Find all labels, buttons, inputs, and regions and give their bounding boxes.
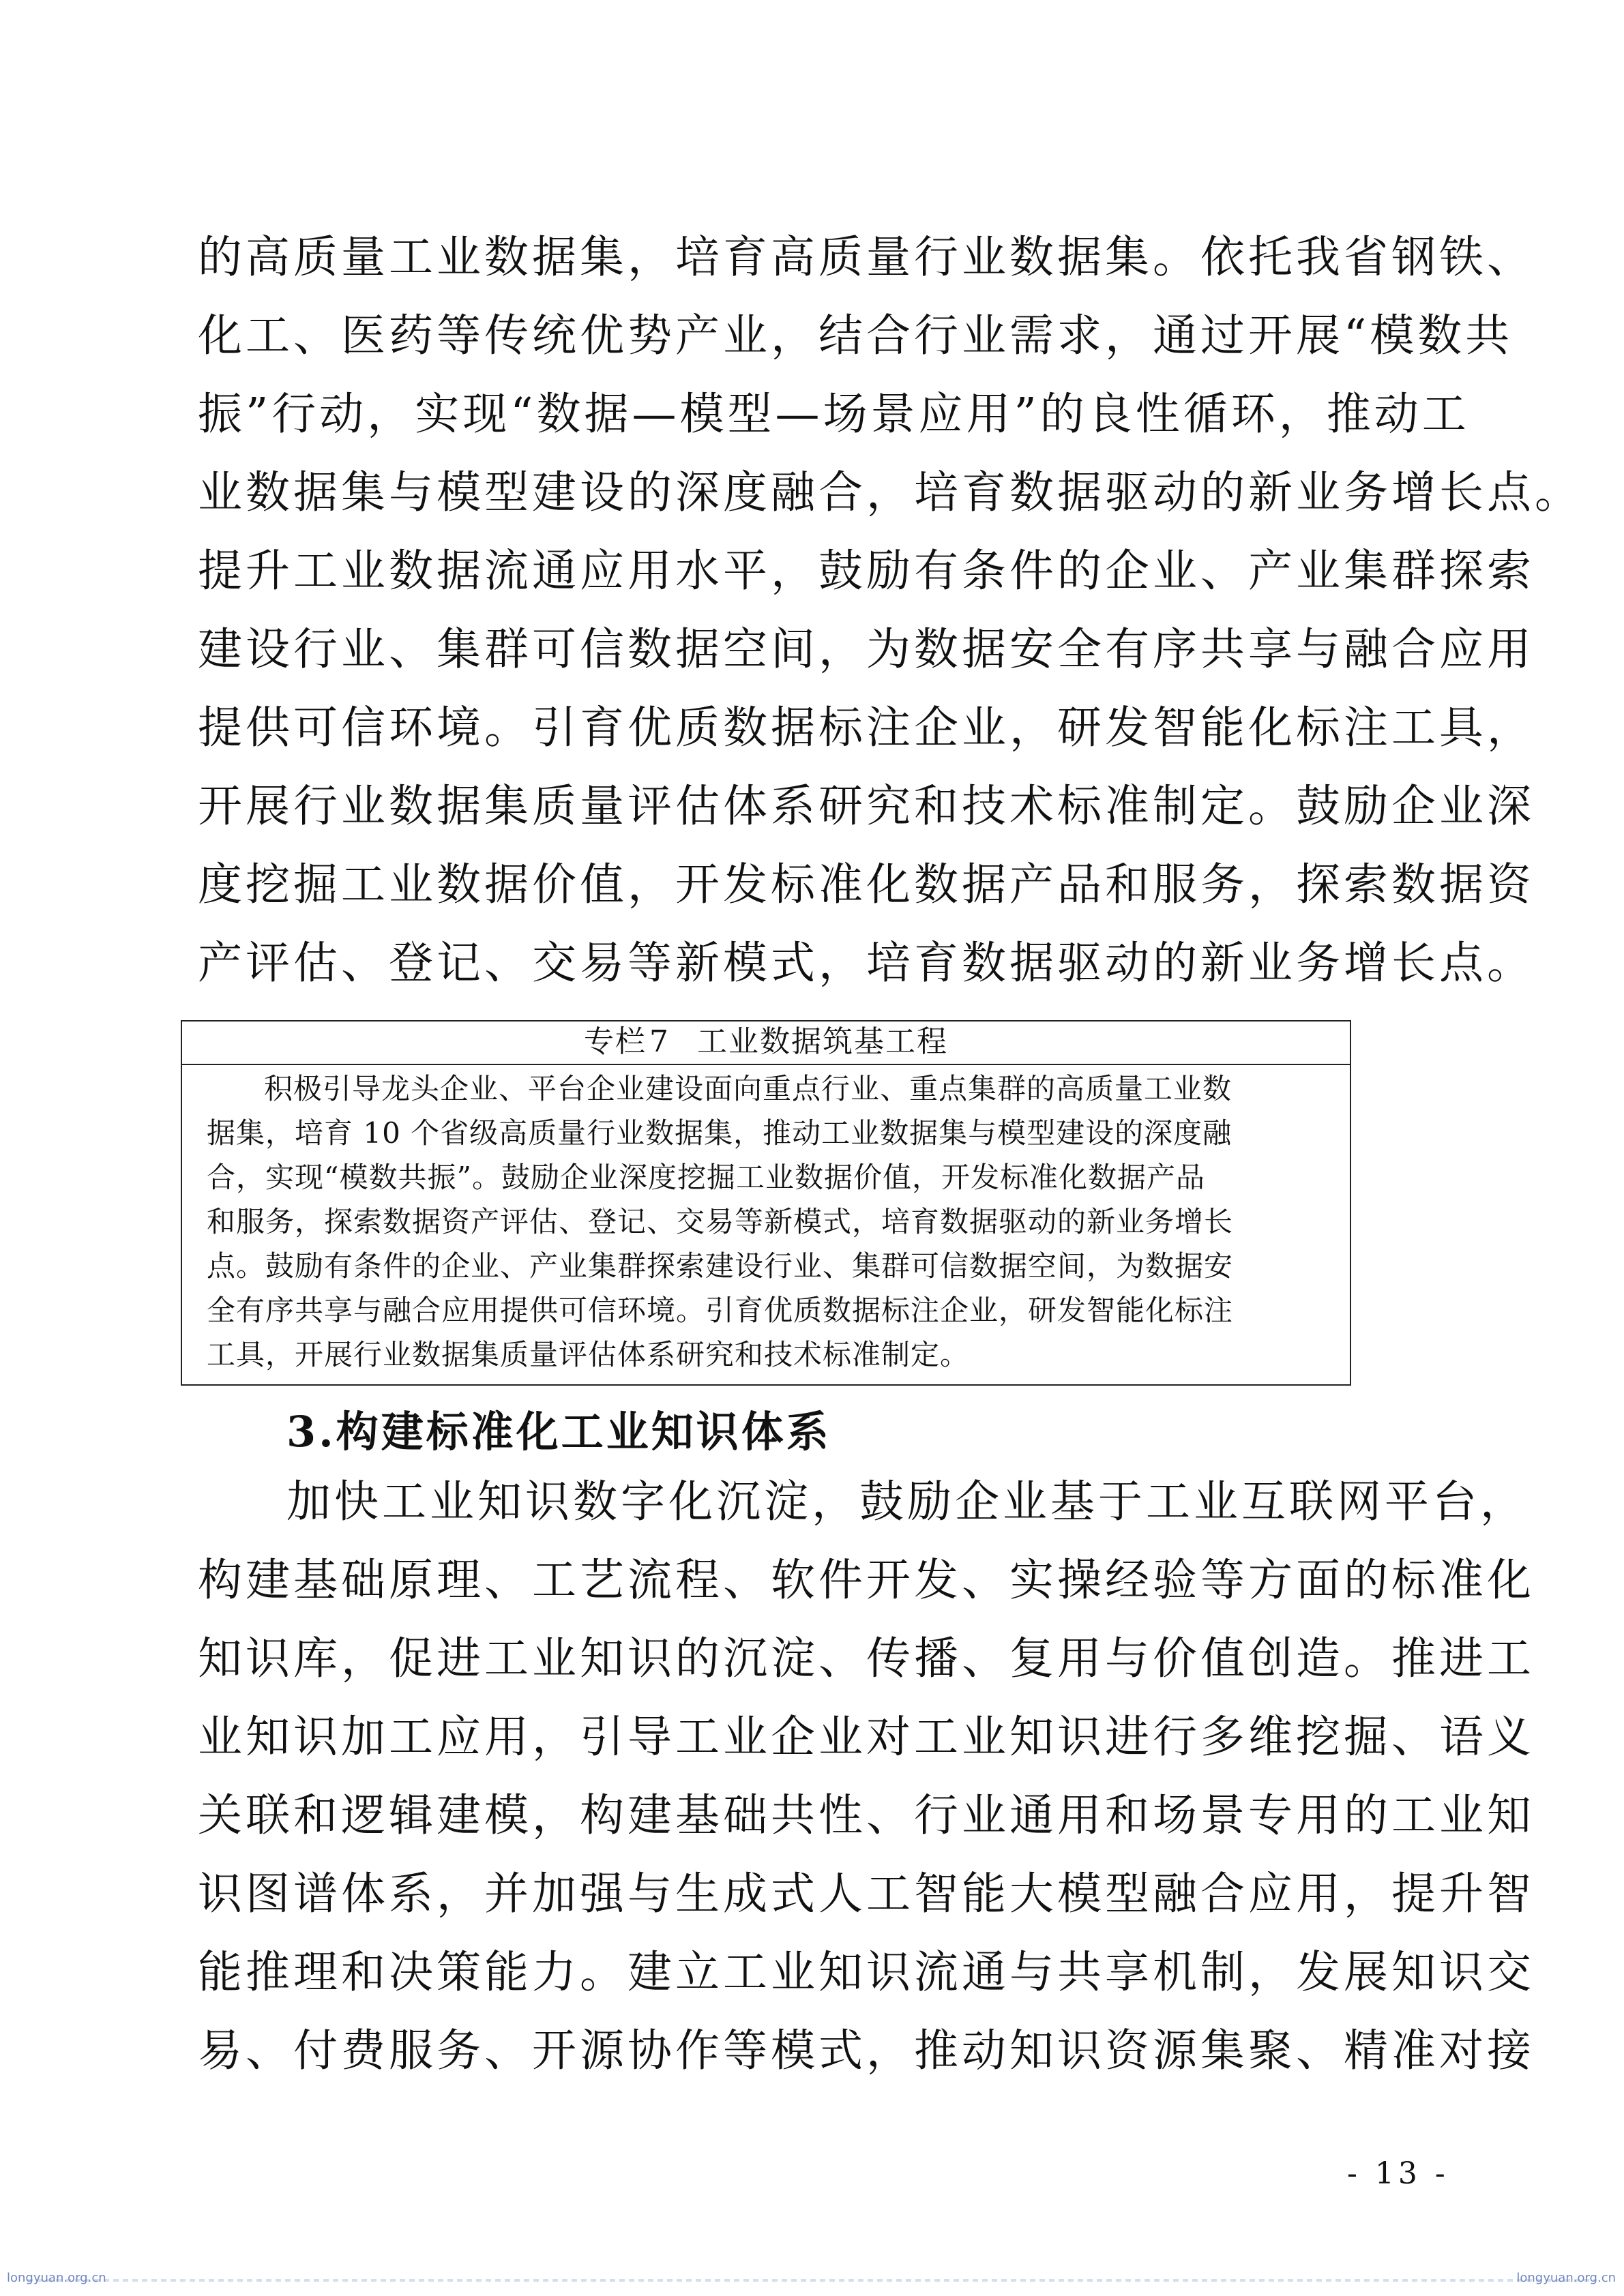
page-number: - 13 -	[1347, 2156, 1449, 2191]
paragraph-line: 度挖掘工业数据价值，开发标准化数据产品和服务，探索数据资	[198, 859, 1535, 910]
paragraph-line: 化工、医药等传统优势产业，结合行业需求，通过开展“模数共	[198, 310, 1514, 361]
bottom-paragraph	[198, 1463, 1535, 2090]
column-label: 专栏	[584, 1024, 647, 1059]
paragraph-line: 能推理和决策能力。建立工业知识流通与共享机制，发展知识交	[198, 1947, 1535, 1998]
paragraph-line: 建设行业、集群可信数据空间，为数据安全有序共享与融合应用	[198, 624, 1535, 675]
paragraph-line: 开展行业数据集质量评估体系研究和技术标准制定。鼓励企业深	[198, 781, 1535, 832]
column-line: 点。鼓励有条件的企业、产业集群探索建设行业、集群可信数据空间，为数据安	[207, 1249, 1234, 1283]
watermark-band	[27, 2279, 1597, 2282]
paragraph-line: 提升工业数据流通应用水平，鼓励有条件的企业、产业集群探索	[198, 546, 1535, 597]
column-line: 全有序共享与融合应用提供可信环境。引育优质数据标注企业，研发智能化标注	[207, 1294, 1234, 1327]
paragraph-line: 识图谱体系，并加强与生成式人工智能大模型融合应用，提升智	[198, 1868, 1535, 1920]
paragraph-line: 的高质量工业数据集，培育高质量行业数据集。依托我省钢铁、	[198, 232, 1535, 283]
column-box-title	[182, 1022, 1350, 1065]
column-line: 据集，培育 10 个省级高质量行业数据集，推动工业数据集与模型建设的深度融	[207, 1116, 1232, 1150]
paragraph-line: 知识库，促进工业知识的沉淀、传播、复用与价值创造。推进工	[198, 1633, 1535, 1684]
watermark-text-left: longyuan.org.cn	[7, 2271, 106, 2285]
section-heading: 3.构建标准化工业知识体系	[286, 1407, 831, 1457]
watermark-text-right: longyuan.org.cn	[1516, 2271, 1616, 2285]
paragraph-line: 加快工业知识数字化沉淀，鼓励企业基于工业互联网平台，	[286, 1476, 1529, 1527]
column-line: 积极引导龙头企业、平台企业建设面向重点行业、重点集群的高质量工业数	[264, 1072, 1232, 1105]
top-paragraph	[198, 218, 1583, 1002]
paragraph-line: 业数据集与模型建设的深度融合，培育数据驱动的新业务增长点。	[198, 467, 1583, 518]
column-box	[181, 1020, 1351, 1386]
paragraph-line: 产评估、登记、交易等新模式，培育数据驱动的新业务增长点。	[198, 938, 1535, 989]
column-number: 7	[649, 1024, 670, 1059]
column-box-body	[182, 1065, 1350, 1377]
column-line: 合，实现“模数共振”。鼓励企业深度挖掘工业数据价值，开发标准化数据产品	[207, 1161, 1205, 1194]
column-title-text: 工业数据筑基工程	[697, 1024, 948, 1059]
watermark	[0, 2269, 1624, 2294]
paragraph-line: 易、付费服务、开源协作等模式，推动知识资源集聚、精准对接	[198, 2025, 1535, 2076]
column-line: 工具，开展行业数据集质量评估体系研究和技术标准制定。	[207, 1338, 970, 1371]
paragraph-line: 业知识加工应用，引导工业企业对工业知识进行多维挖掘、语义	[198, 1712, 1535, 1763]
paragraph-line: 关联和逻辑建模，构建基础共性、行业通用和场景专用的工业知	[198, 1790, 1535, 1841]
paragraph-line: 振”行动，实现“数据—模型—场景应用”的良性循环，推动工	[198, 389, 1470, 440]
paragraph-line: 构建基础原理、工艺流程、软件开发、实操经验等方面的标准化	[198, 1555, 1535, 1606]
column-line: 和服务，探索数据资产评估、登记、交易等新模式，培育数据驱动的新业务增长	[207, 1205, 1234, 1238]
paragraph-line: 提供可信环境。引育优质数据标注企业，研发智能化标注工具，	[198, 702, 1535, 754]
